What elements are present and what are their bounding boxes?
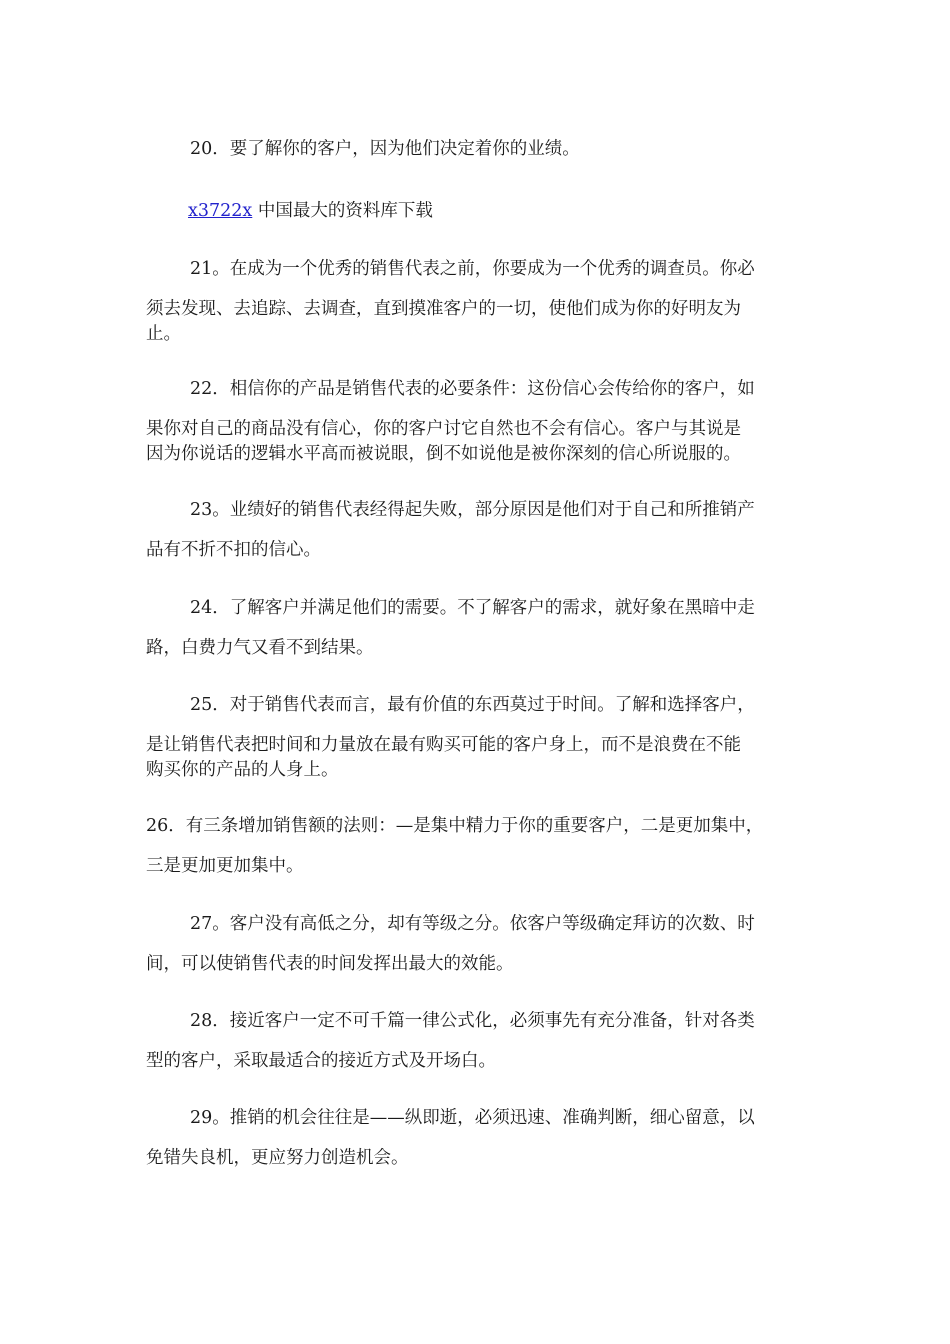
paragraph-24-line-2: 路，白费力气又看不到结果。 (146, 638, 374, 658)
paragraph-29-line-1: 29。推销的机会往往是——纵即逝，必须迅速、准确判断，细心留意，以 (190, 1108, 755, 1128)
paragraph-27 (146, 912, 810, 977)
paragraph-25-line-1: 25．对于销售代表而言，最有价值的东西莫过于时间。了解和选择客户， (190, 695, 755, 715)
paragraph-24 (146, 596, 810, 661)
paragraph-25-line-2: 是让销售代表把时间和力量放在最有购买可能的客户身上，而不是浪费在不能 (146, 735, 741, 755)
paragraph-28-line-2: 型的客户，采取最适合的接近方式及开场白。 (146, 1051, 496, 1071)
paragraph-21-line-3: 止。 (146, 324, 181, 344)
paragraph-21-line-1: 21。在成为一个优秀的销售代表之前，你要成为一个优秀的调查员。你必 (190, 259, 755, 279)
paragraph-23-line-2: 品有不折不扣的信心。 (146, 540, 321, 560)
download-link-line (146, 199, 810, 224)
paragraph-22-line-2: 果你对自己的商品没有信心，你的客户讨它自然也不会有信心。客户与其说是 (146, 419, 741, 439)
paragraph-20-text: 20．要了解你的客户，因为他们决定着你的业绩。 (190, 139, 580, 159)
paragraph-28-line-1: 28．接近客户一定不可千篇一律公式化，必须事先有充分准备，针对各类 (190, 1011, 755, 1031)
paragraph-21 (146, 257, 810, 347)
download-link-caption: 中国最大的资料库下载 (252, 201, 433, 221)
paragraph-22-line-1: 22．相信你的产品是销售代表的必要条件：这份信心会传给你的客户，如 (190, 379, 755, 399)
paragraph-25-line-3: 购买你的产品的人身上。 (146, 760, 339, 780)
paragraph-28 (146, 1009, 810, 1074)
paragraph-20 (146, 137, 810, 162)
paragraph-26-line-2: 三是更加更加集中。 (146, 856, 304, 876)
paragraph-26-line-1: 26．有三条增加销售额的法则：—是集中精力于你的重要客户，二是更加集中， (146, 816, 764, 836)
download-link[interactable]: x3722x (188, 201, 253, 221)
paragraph-22 (146, 377, 810, 467)
paragraph-29 (146, 1106, 810, 1171)
paragraph-23-line-1: 23。业绩好的销售代表经得起失败，部分原因是他们对于自己和所推销产 (190, 500, 755, 520)
paragraph-29-line-2: 免错失良机，更应努力创造机会。 (146, 1148, 409, 1168)
paragraph-27-line-2: 间，可以使销售代表的时间发挥出最大的效能。 (146, 954, 514, 974)
paragraph-21-line-2: 须去发现、去追踪、去调查，直到摸准客户的一切，使他们成为你的好明友为 (146, 299, 741, 319)
paragraph-22-line-3: 因为你说话的逻辑水平高而被说眼，倒不如说他是被你深刻的信心所说服的。 (146, 444, 741, 464)
paragraph-26 (146, 814, 810, 879)
paragraph-27-line-1: 27。客户没有高低之分，却有等级之分。依客户等级确定拜访的次数、时 (190, 914, 755, 934)
paragraph-25 (146, 693, 810, 783)
paragraph-24-line-1: 24．了解客户并满足他们的需要。不了解客户的需求，就好象在黑暗中走 (190, 598, 755, 618)
paragraph-23 (146, 498, 810, 563)
